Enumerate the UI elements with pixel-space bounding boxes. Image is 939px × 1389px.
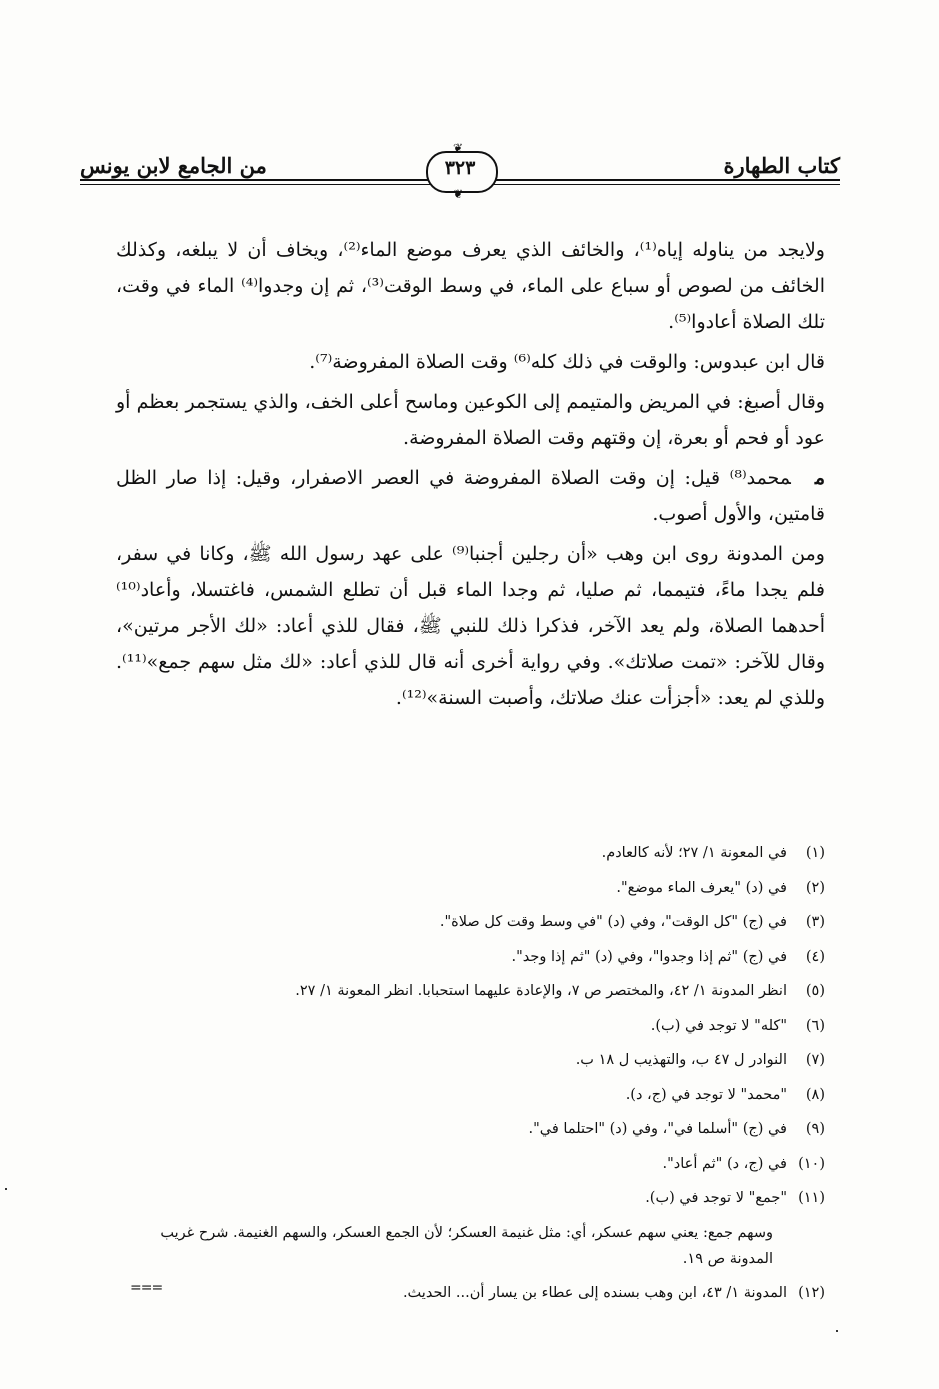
- scan-speck: [5, 1188, 7, 1190]
- page-number: ٣٢٣: [444, 157, 476, 179]
- footnote: [120, 905, 825, 940]
- footnote: [120, 1043, 825, 1078]
- paragraph-2: قال ابن عبدوس: والوقت في ذلك كله⁽⁶⁾ وقت الصلاة المفروضة⁽⁷⁾.: [309, 351, 825, 373]
- footnote-text: في (ج) "ثم إذا وجدوا"، وفي (د) "ثم إذا وجد".: [511, 948, 787, 965]
- end-mark: ===: [130, 1280, 163, 1296]
- page-number-ornament: [422, 143, 498, 201]
- footnote: [120, 1276, 825, 1311]
- footnote-text: في (ج، د) "ثم أعاد".: [662, 1155, 787, 1172]
- paragraph-4-text: محمد⁽⁸⁾ قيل: إن وقت الصلاة المفروضة في العصر الاصفرار، وقيل: إذا صار الظل قامتين، والأول أصوب.: [116, 467, 825, 525]
- footnote: [120, 940, 825, 975]
- footnote: [120, 974, 825, 1009]
- ornament-bottom-icon: ❦: [453, 187, 464, 201]
- main-text: [116, 232, 825, 720]
- footnote: [120, 1009, 825, 1044]
- footnote-text: في (د) "يعرف الماء موضع".: [616, 879, 787, 896]
- footnote-number: (٩): [805, 1121, 825, 1137]
- footnote: [120, 836, 825, 871]
- footnote-number: (١٢): [798, 1284, 825, 1301]
- scan-speck: [836, 1330, 838, 1332]
- footnote-text: في (ج) "كل الوقت"، وفي (د) "في وسط وقت كل صلاة".: [439, 914, 787, 930]
- footnote-11-note: وسهم جمع: يعني سهم عسكر، أي: مثل غنيمة العسكر؛ لأن الجمع العسكر، والسهم الغنيمة. شرح غريب المدونة ص ١٩.: [160, 1224, 773, 1267]
- footnote: [120, 1147, 825, 1182]
- book-title: من الجامع لابن يونس: [80, 153, 267, 178]
- footnote-text: "جمع" لا توجد في (ب).: [645, 1190, 787, 1206]
- footnote-text: انظر المدونة ١/ ٤٢، والمختصر ص ٧، والإعادة عليهما استحبابا. انظر المعونة ١/ ٢٧.: [295, 983, 787, 999]
- paragraph-5: ومن المدونة روى ابن وهب «أن رجلين أجنبا⁽⁹⁾ على عهد رسول الله ﷺ، وكانا في سفر، فلم يجدا ماءً، فتيمما، ثم صليا، ثم وجدا الماء قبل أن تطلع الشمس، فاغتسلا، وأعاد⁽¹⁰⁾ أحدهما الصلاة، ولم يعد الآخر، فذكرا ذلك للنبي ﷺ، فقال للذي أعاد: «لك الأجر مرتين»، وقال للآخر: «تمت صلاتك». وفي رواية أخرى أنه قال للذي أعاد: «لك مثل سهم جمع»⁽¹¹⁾. وللذي لم يعد: «أجزأت عنك صلاتك، وأصبت السنة»⁽¹²⁾.: [116, 543, 825, 709]
- paragraph-1: ولايجد من يناوله إياه⁽¹⁾، والخائف الذي يعرف موضع الماء⁽²⁾، ويخاف أن لا يبلغه، وكذلك الخائف من لصوص أو سباع على الماء، في وسط الوقت⁽³⁾، ثم إن وجدوا⁽⁴⁾ الماء في وقت، تلك الصلاة أعادوا⁽⁵⁾.: [116, 239, 825, 333]
- footnote-number: (٤): [805, 948, 825, 965]
- footnote-number: (١): [805, 845, 825, 861]
- footnote: [120, 1112, 825, 1147]
- footnote-number: (٢): [805, 879, 825, 896]
- footnotes: [120, 836, 825, 1310]
- footnote-text: في المعونة ١/ ٢٧؛ لأنه كالعادم.: [601, 845, 787, 861]
- mim-marker: م: [814, 467, 825, 489]
- footnote-text: المدونة ١/ ٤٣، ابن وهب بسنده إلى عطاء بن يسار أن... الحديث.: [402, 1284, 787, 1301]
- footnote-number: (٨): [805, 1086, 825, 1103]
- footnote-number: (١١): [798, 1190, 825, 1206]
- footnote-number: (١٠): [798, 1155, 825, 1172]
- running-header: [80, 143, 840, 203]
- footnote-text: النوادر ل ٤٧ ب، والتهذيب ل ١٨ ب.: [575, 1052, 787, 1068]
- chapter-title: كتاب الطهارة: [723, 153, 840, 178]
- paragraph-4: [116, 460, 825, 532]
- footnote-number: (٧): [805, 1052, 825, 1068]
- footnote-text: "كله" لا توجد في (ب).: [650, 1017, 787, 1034]
- footnote: [120, 871, 825, 906]
- footnote-number: (٥): [805, 983, 825, 999]
- footnote-text: "محمد" لا توجد في (ج، د).: [625, 1086, 787, 1103]
- ornament-top-icon: ❦: [453, 141, 464, 155]
- footnote: [120, 1181, 825, 1216]
- footnote-number: (٣): [805, 914, 825, 930]
- footnote-text: في (ج) "أسلما في"، وفي (د) "احتلما في".: [528, 1121, 787, 1137]
- footnote: [120, 1078, 825, 1113]
- paragraph-3: وقال أصبغ: في المريض والمتيمم إلى الكوعين وماسح أعلى الخف، والذي يستجمر بعظم أو عود أو فحم أو بعرة، إن وقتهم وقت الصلاة المفروضة.: [116, 391, 825, 449]
- footnote-number: (٦): [805, 1017, 825, 1034]
